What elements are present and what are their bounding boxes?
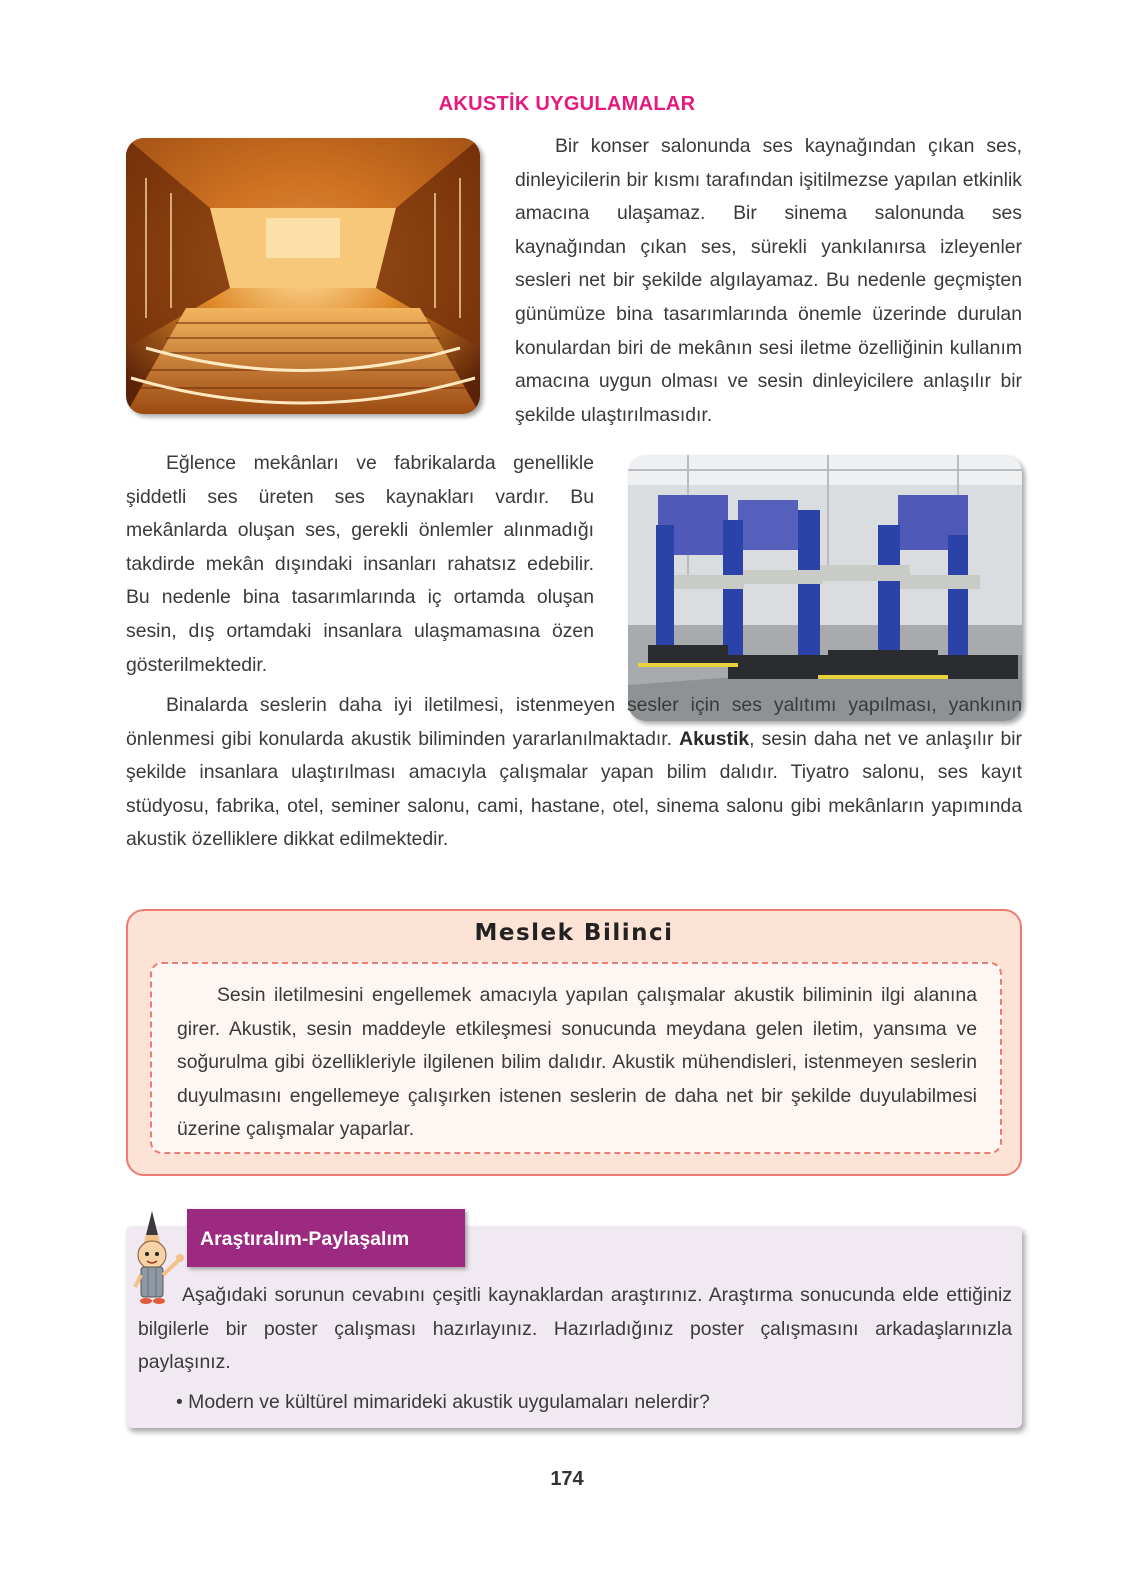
- arastiralim-text: [138, 1279, 1012, 1380]
- acoustics-term: Akustik: [679, 727, 750, 750]
- meslek-bilinci-title: Meslek Bilinci: [474, 920, 674, 946]
- paragraph-factories: Eğlence mekânları ve fabrikalarda genellikle şiddetli ses üreten ses kaynakları vardır. Bu mekânlarda oluşan ses, gerekli önlemler alınmadığı takdirde mekân dışındaki insanları rahatsız edebilir. Bu nedenle bina tasarımlarında iç ortamda oluşan sesin, dış ortamdaki insanlara ulaşmamasına özen gösterilmektedir.: [126, 452, 594, 676]
- arastiralim-bullet: • Modern ve kültürel mimarideki akustik uygulamaları nelerdir?: [176, 1391, 710, 1413]
- paragraph-intro: Bir konser salonunda ses kaynağından çıkan ses, dinleyicilerin bir kısmı tarafından işitilmezse yapılan etkinlik amacına ulaşamaz. Bir sinema salonunda ses kaynağından çıkan ses, sürekli yankılanırsa izleyenler sesleri net bir şekilde algılayamaz. Bu nedenle geçmişten günümüze bina tasarımlarında önemle üzerinde durulan konulardan biri de mekânın sesi iletme özelliğinin kullanım amacına uygun olması ve sesin dinleyicilere anlaşılır bir şekilde ulaştırılmasıdır.: [515, 135, 1022, 426]
- paragraph-acoustics-start: Binalarda seslerin daha iyi iletilmesi, istenmeyen sesler için ses yalıtımı yapılması, yankının önlenmesi gibi konularda akustik biliminden yararlanılmaktadır.: [126, 694, 1022, 750]
- arastiralim-text-body: Aşağıdaki sorunun cevabını çeşitli kaynaklardan araştırınız. Araştırma sonucunda elde ettiğiniz bilgilerle bir poster çalışması hazırlayınız. Hazırladığınız poster çalışmasını arkadaşlarınızla paylaşınız.: [138, 1284, 1012, 1374]
- factory-machines-photo: [628, 455, 1022, 721]
- meslek-bilinci-text: Sesin iletilmesini engellemek amacıyla yapılan çalışmalar akustik biliminin ilgi alanına girer. Akustik, sesin maddeyle etkileşmesi sonucunda meydana gelen iletim, yansıma ve soğurulma gibi özellikleriyle ilgilenen bilim dalıdır. Akustik mühendisleri, istenmeyen seslerin duyulmasını engellemeye çalışırken istenen seslerin de daha net bir şekilde duyulabilmesi üzerine çalışmalar yaparlar.: [177, 984, 977, 1141]
- page-number: 174: [550, 1468, 584, 1490]
- paragraph-acoustics-end: , sesin daha net ve anlaşılır bir şekilde insanlara ulaştırılması amacıyla çalışmalar yapan bilim dalıdır. Tiyatro salonu, ses kayıt stüdyosu, fabrika, otel, seminer salonu, cami, hastane, otel, sinema salonu gibi mekânların yapımında akustik özelliklere dikkat edilmektedir.: [126, 727, 1023, 851]
- arastiralim-title: Araştıralım-Paylaşalım: [187, 1209, 465, 1267]
- meslek-bilinci-box: [126, 909, 1022, 1176]
- paragraph-acoustics: [126, 689, 1022, 857]
- concert-hall-photo: [126, 138, 480, 414]
- meslek-bilinci-inner: [150, 962, 1002, 1154]
- page-title: AKUSTİK UYGULAMALAR: [438, 93, 696, 115]
